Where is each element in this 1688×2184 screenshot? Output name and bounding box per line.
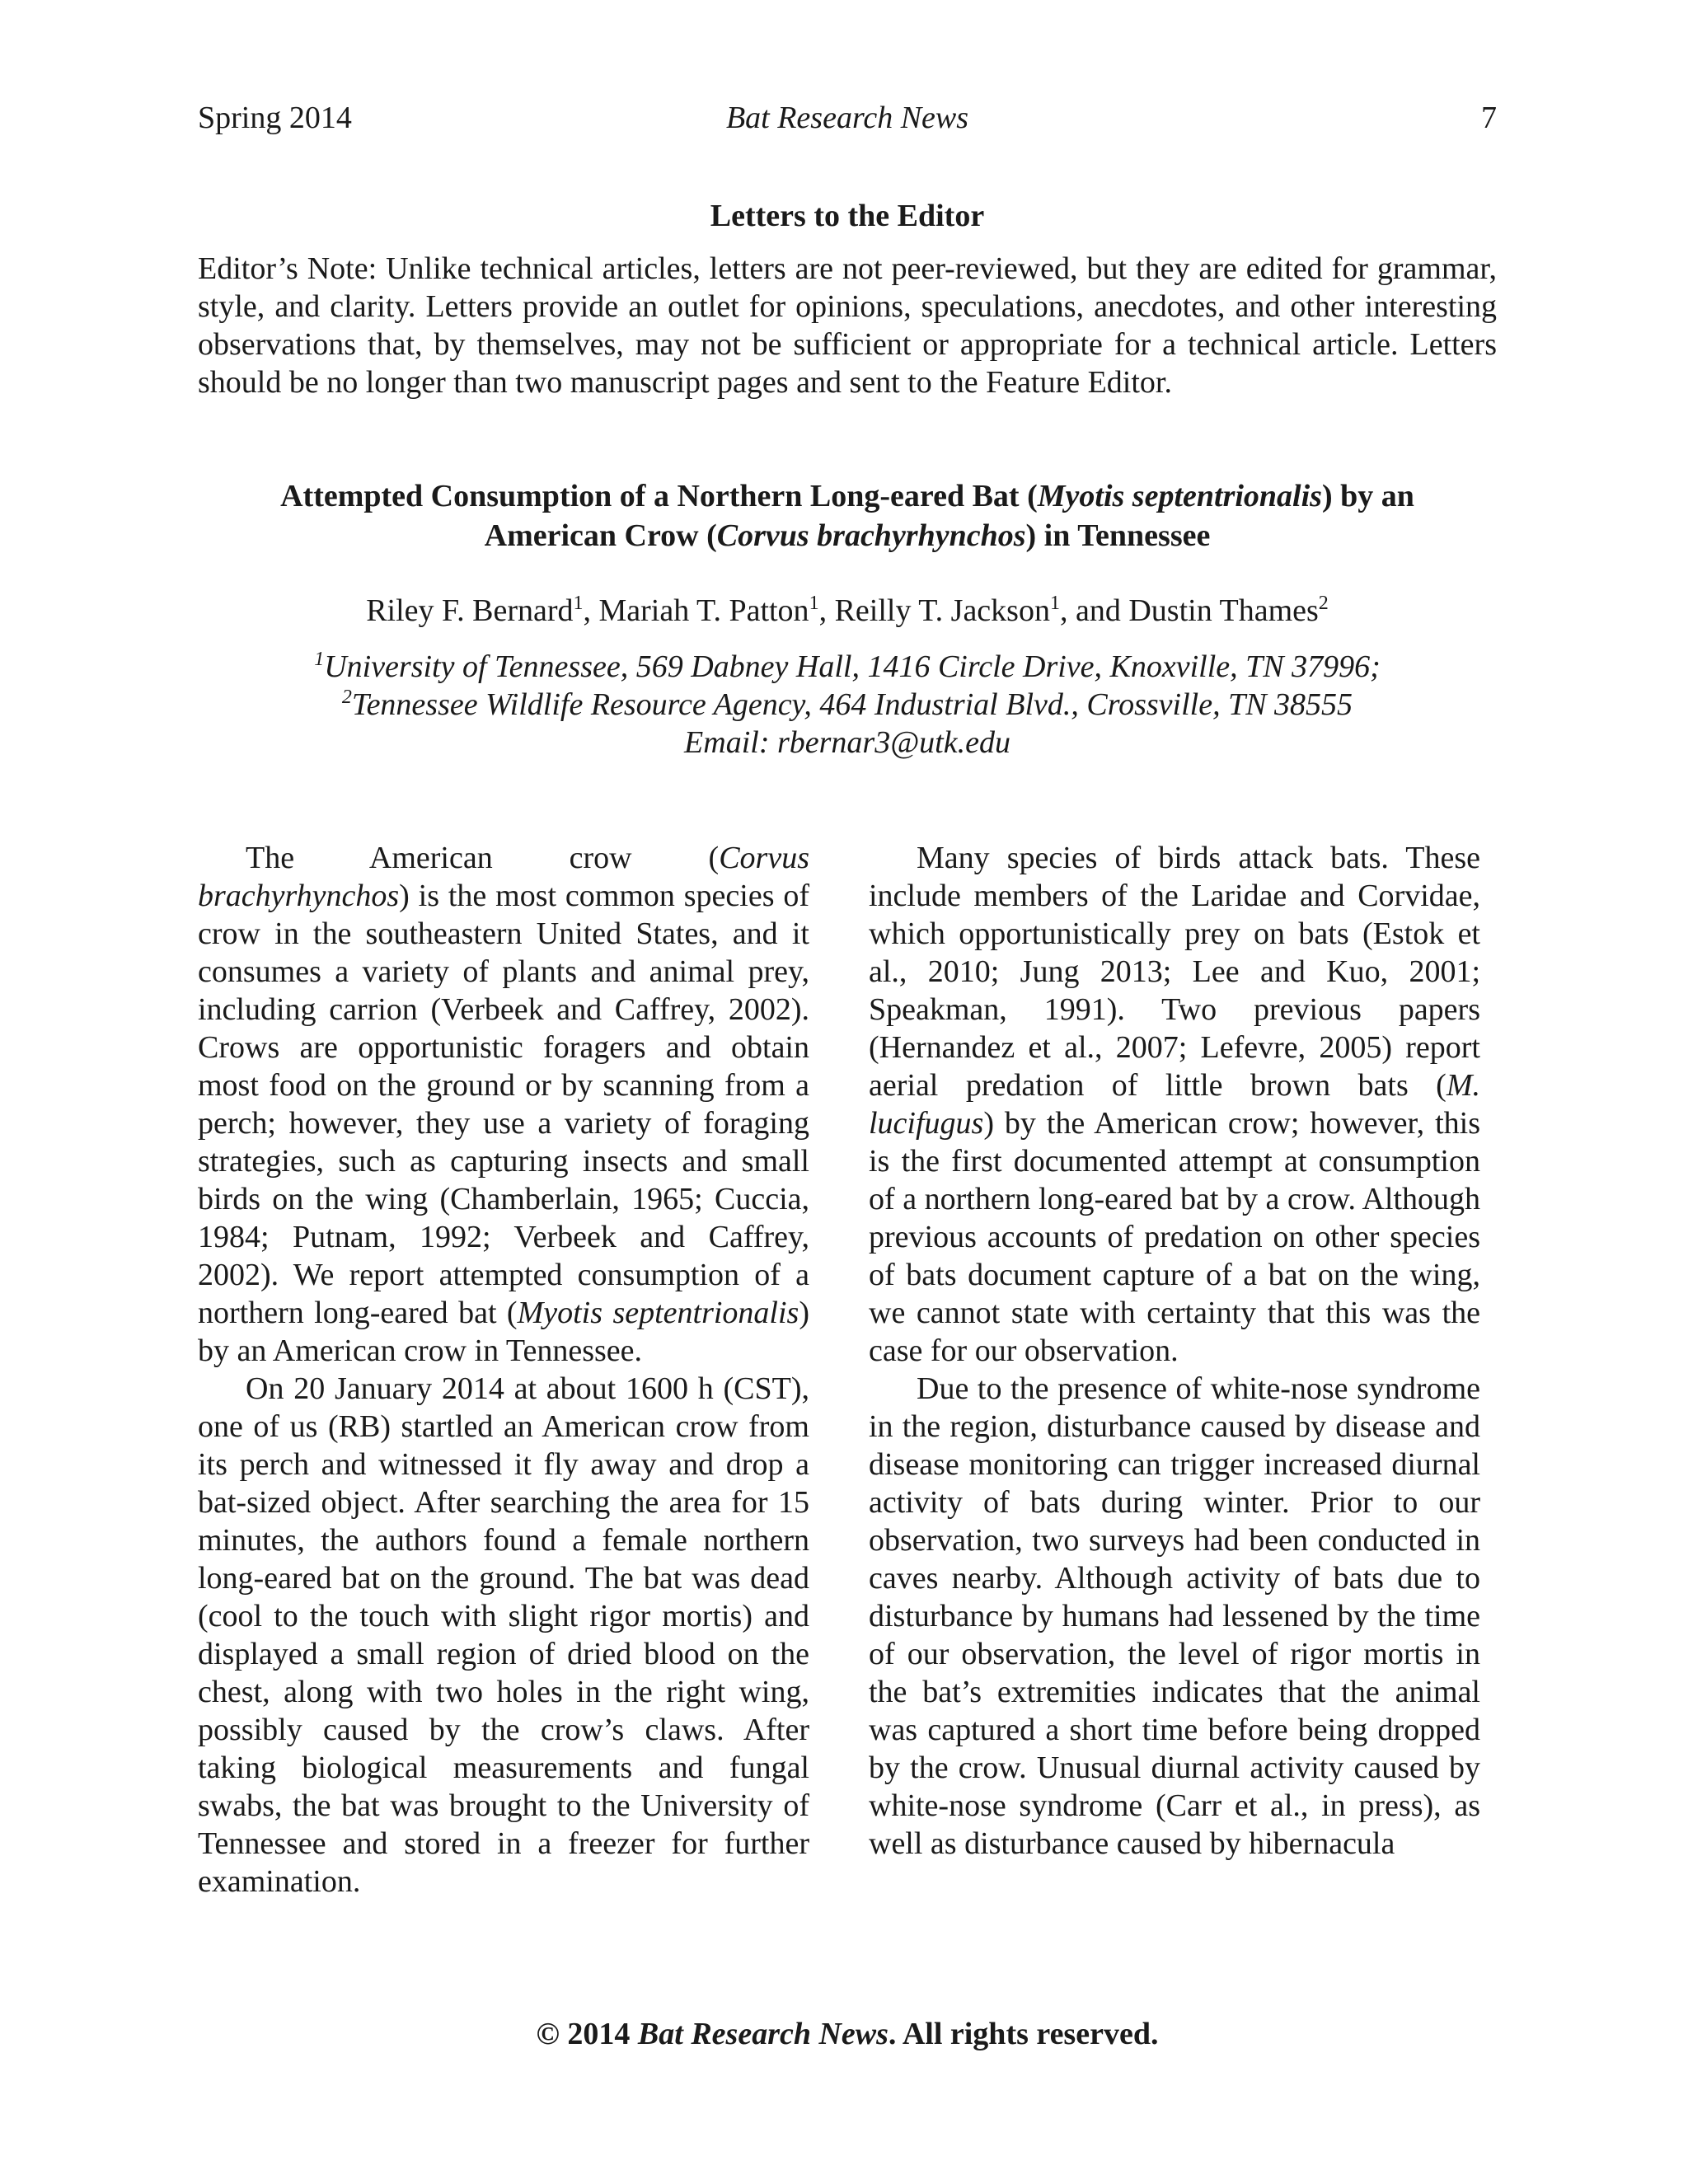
author-name: Mariah T. Patton [598,593,809,628]
copyright-journal: Bat Research News [637,2017,889,2051]
author-name: Reilly T. Jackson [834,593,1050,628]
species-name: Corvus brachyrhynchos [198,841,809,913]
affiliation-1: $^1$University of Tennessee, 569 Dabney Hall, 1416 Circle Drive, Knoxville, TN 37996; [314,649,1381,684]
body-column-left [198,839,809,1900]
copyright-suffix: . All rights reserved. [888,2017,1159,2051]
body-paragraph [869,839,1480,1370]
running-head [198,97,1497,138]
paragraph-text: On 20 January 2014 at about 1600 h (CST), one of us (RB) startled an American crow from its perch and witnessed it fly away and drop a bat-sized object. After searching the area for 15 minutes, the authors found a female northern long-eared bat on the ground. The bat was dead (cool to the touch with slight rigor mortis) and displayed a small region of dried blood on the chest, along with two holes in the right wing, possibly caused by the crow’s claws. After taking biological measurements and fungal swabs, the bat was brought to the University of Tennessee and stored in a freezer for further examination. [198,1371,809,1899]
body-paragraph [198,839,809,1370]
paragraph-text: ) by the American crow; however, this is the first documented attempt at consumption of a northern long-eared bat by a crow. Although previous accounts of predation on other species of bats document capture of a bat on the wing, we cannot state with certainty that this was the case for our observation. [869,1106,1480,1368]
paragraph-text: ) is the most common species of crow in the southeastern United States, and it consumes a variety of plants and animal prey, including carrion (Verbeek and Caffrey, 2002). Crows are opportunistic foragers and obtain most food on the ground or by scanning from a perch; however, they use a variety of foraging strategies, such as capturing insects and small birds on the wing (Chamberlain, 1965; Cuccia, 1984; Putnam, 1992; Verbeek and Caffrey, 2002). We report attempted consumption of a northern long-eared bat ( [198,879,809,1330]
author-separator: , [818,593,835,628]
copyright-prefix: © 2014 [536,2017,638,2051]
title-text: ) by an [1321,479,1414,513]
journal-page [198,0,1497,2184]
paragraph-text: The American crow ( [246,841,720,875]
paragraph-text: Due to the presence of white-nose syndrome in the region, disturbance caused by disease and disease monitoring can trigger increased diurnal activity of bats during winter. Prior to our observation, two surveys had been conducted in caves nearby. Although activity of bats due to disturbance by humans had lessened by the time of our observation, the level of rigor mortis in the bat’s extremities indicates that the animal was captured a short time before being dropped by the crow. Unusual diurnal activity caused by white-nose syndrome (Carr et al., in press), as well as disturbance caused by hibernacula [869,1371,1480,1861]
author-affiliation-mark: 1 [1049,593,1060,614]
title-text: Attempted Consumption of a Northern Long-eared Bat ( [280,479,1038,513]
author-affiliation-mark: 2 [1318,593,1329,614]
species-name: Myotis septentrionalis [517,1296,799,1330]
author-affiliation-mark: 1 [809,593,819,614]
article-title [198,476,1497,555]
affiliation-2: $^2$Tennessee Wildlife Resource Agency, 464 Industrial Blvd., Crossville, TN 38555 [341,687,1353,722]
title-species: Corvus brachyrhynchos [716,518,1026,553]
affiliations [198,648,1497,762]
editors-note: Editor’s Note: Unlike technical articles, letters are not peer-reviewed, but they are edited for grammar, style, and clarity. Letters provide an outlet for opinions, speculations, anecdotes, and other interesting observations that, by themselves, may not be sufficient or appropriate for a technical article. Letters should be no longer than two manuscript pages and sent to the Feature Editor. [198,251,1497,400]
paragraph-text: ) by an American crow in Tennessee. [198,1296,809,1368]
title-text: ) in Tennessee [1025,518,1211,553]
author-affiliation-mark: 1 [573,593,584,614]
author-list [198,590,1497,631]
title-text: American Crow ( [484,518,717,553]
author-separator: , [583,593,599,628]
journal-name: Bat Research News [725,101,969,135]
issue-label: Spring 2014 [198,101,352,135]
body-paragraph [198,1370,809,1900]
author-name: Dustin Thames [1128,593,1319,628]
species-name: M. lucifugus [869,1068,1480,1141]
contact-email: Email: rbernar3@utk.edu [684,725,1010,760]
section-title: Letters to the Editor [710,199,985,233]
paragraph-text: Many species of birds attack bats. These include members of the Laridae and Corvidae, which opportunistically prey on bats (Estok et al., 2010; Jung 2013; Lee and Kuo, 2001; Speakman, 1991). Two previous papers (Hernandez et al., 2007; Lefevre, 2005) report aerial predation of little brown bats ( [869,841,1480,1103]
body-paragraph [869,1370,1480,1863]
page-number: 7 [1481,101,1497,135]
title-species: Myotis septentrionalis [1037,479,1322,513]
copyright-footer [198,2013,1497,2055]
author-separator: , and [1059,593,1129,628]
author-name: Riley F. Bernard [366,593,574,628]
body-column-right [869,839,1480,1863]
